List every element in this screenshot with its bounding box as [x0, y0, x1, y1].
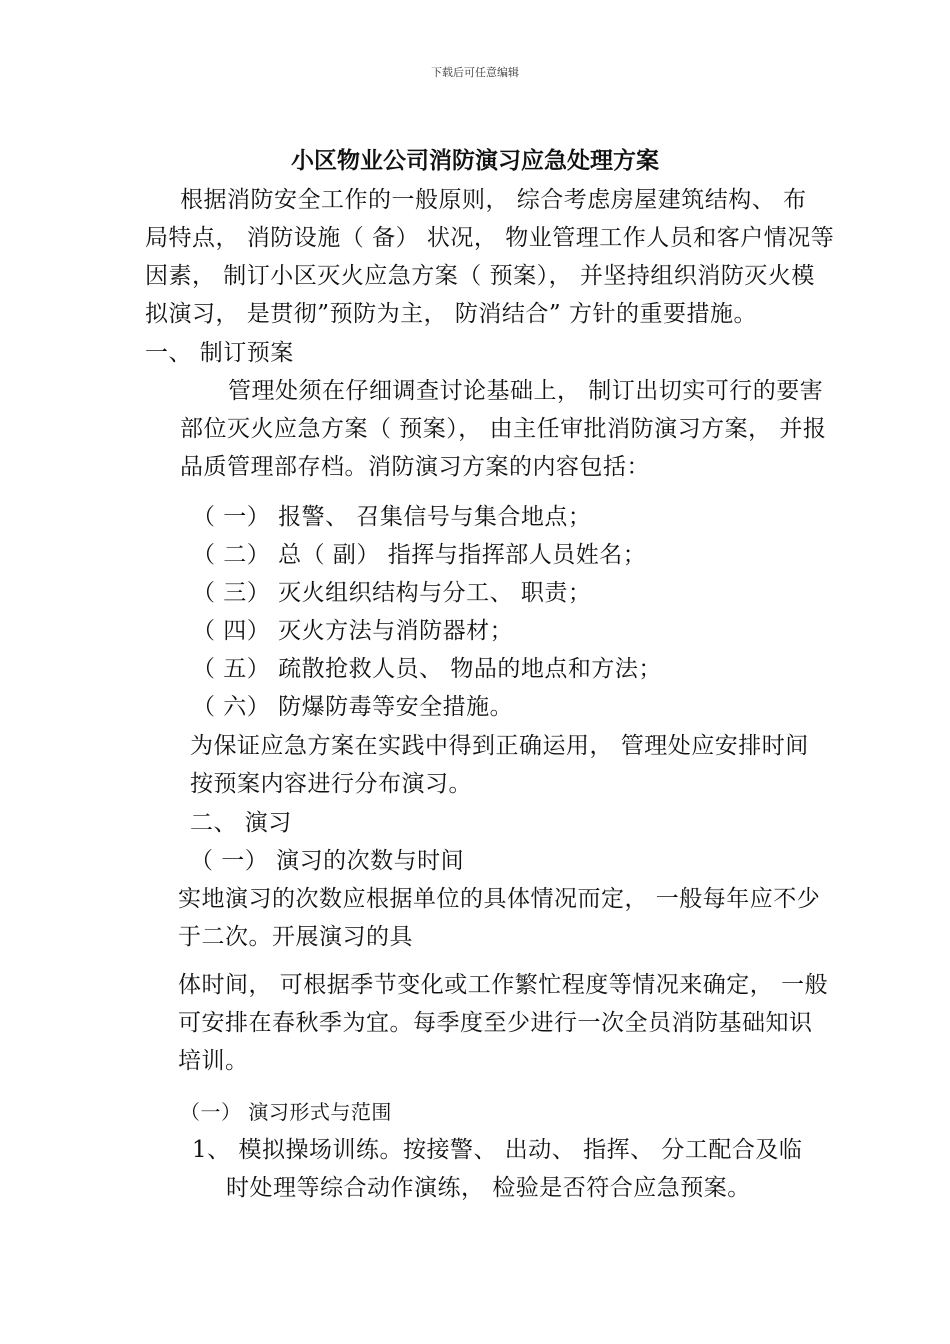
section1-item-2: （ 二） 总（ 副） 指挥与指挥部人员姓名； [192, 542, 647, 568]
section2-sub1-line-2: 于二次。开展演习的具 [178, 924, 413, 950]
section1-closing-line-1: 为保证应急方案在实践中得到正确运用， 管理处应安排时间 [190, 733, 809, 759]
section2-sub1-line-5: 培训。 [178, 1048, 249, 1074]
section2-sub2-line-2: 时处理等综合动作演练， 检验是否符合应急预案。 [226, 1175, 751, 1201]
section1-item-1: （ 一） 报警、 召集信号与集合地点； [192, 504, 592, 530]
section2-sub1-line-1: 实地演习的次数应根据单位的具体情况而定， 一般每年应不少 [178, 886, 821, 912]
intro-line-4: 拟演习， 是贯彻”预防为主， 防消结合” 方针的重要措施。 [145, 301, 757, 327]
section1-item-4: （ 四） 灭火方法与消防器材； [192, 618, 514, 644]
section2-sub1-heading: （ 一） 演习的次数与时间 [190, 848, 465, 874]
section1-closing-line-2: 按预案内容进行分布演习。 [190, 771, 472, 797]
section2-sub1-line-4: 可安排在春秋季为宜。每季度至少进行一次全员消防基础知识 [178, 1010, 813, 1036]
section2-sub2-line-1: 1、 模拟操场训练。按接警、 出动、 指挥、 分工配合及临 [192, 1137, 803, 1163]
section1-heading: 一、 制订预案 [145, 340, 294, 366]
section1-item-5: （ 五） 疏散抢救人员、 物品的地点和方法； [192, 656, 662, 682]
section1-para-line-2: 部位灭火应急方案（ 预案）， 由主任审批消防演习方案， 并报 [180, 416, 827, 442]
intro-line-3: 因素， 制订小区灭火应急方案（ 预案）， 并坚持组织消防灭火模 [145, 263, 815, 289]
section2-sub1-line-3: 体时间， 可根据季节变化或工作繁忙程度等情况来确定， 一般 [178, 972, 829, 998]
section1-para-line-3: 品质管理部存档。消防演习方案的内容包括： [180, 454, 650, 480]
intro-line-2: 局特点， 消防设施（ 备） 状况， 物业管理工作人员和客户情况等 [145, 225, 835, 251]
section2-heading: 二、 演习 [190, 810, 292, 836]
intro-line-1: 根据消防安全工作的一般原则， 综合考虑房屋建筑结构、 布 [180, 187, 807, 213]
section2-sub2-heading: （一） 演习形式与范围 [180, 1100, 392, 1124]
section1-item-3: （ 三） 灭火组织结构与分工、 职责； [192, 580, 592, 606]
header-note: 下载后可任意编辑 [431, 66, 519, 79]
page-title: 小区物业公司消防演习应急处理方案 [291, 148, 659, 174]
section1-para-line-1: 管理处须在仔细调查讨论基础上， 制订出切实可行的要害 [228, 378, 824, 404]
section1-item-6: （ 六） 防爆防毒等安全措施。 [192, 694, 514, 720]
